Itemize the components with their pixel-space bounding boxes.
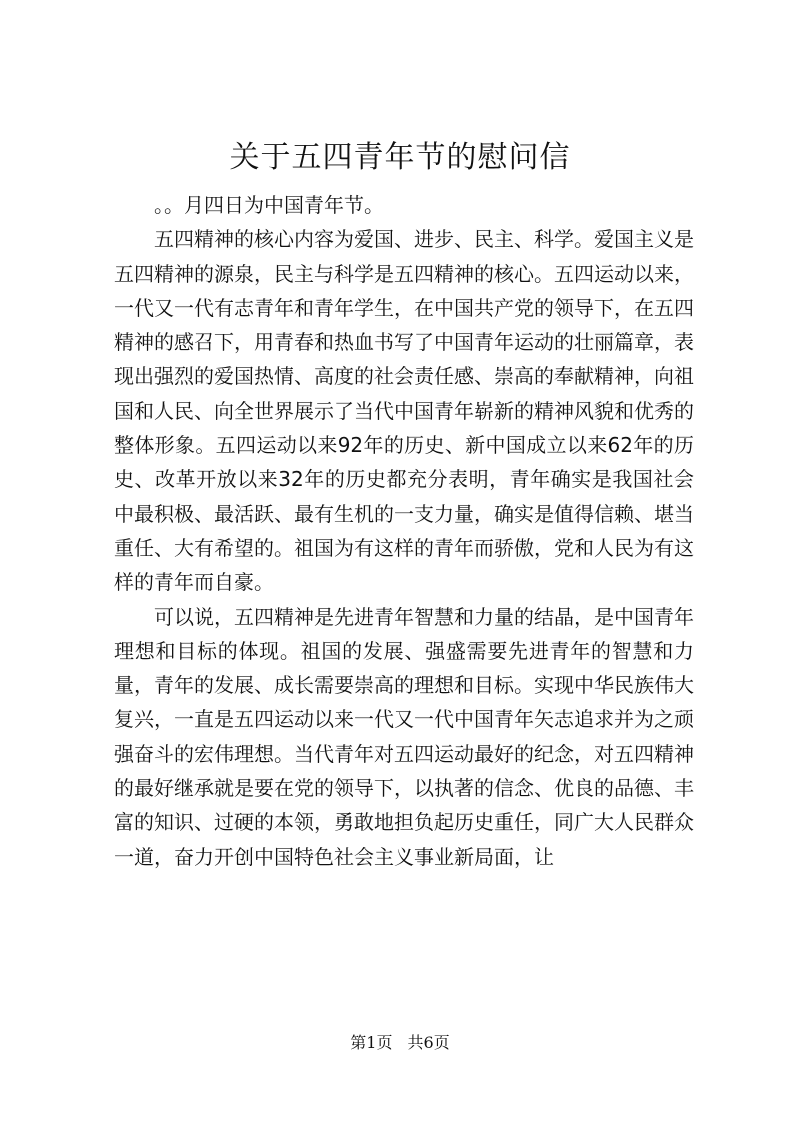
document-body	[114, 188, 694, 874]
document-title: 关于五四青年节的慰问信	[229, 140, 571, 175]
paragraph-3: 可以说，五四精神是先进青年智慧和力量的结晶，是中国青年理想和目标的体现。祖国的发展、强盛需要先进青年的智慧和力量，青年的发展、成长需要崇高的理想和目标。实现中华民族伟大复兴，一直是五四运动以来一代又一代中国青年矢志追求并为之顽强奋斗的宏伟理想。当代青年对五四运动最好的纪念，对五四精神的最好继承就是要在党的领导下，以执著的信念、优良的品德、丰富的知识、过硬的本领，勇敢地担负起历史重任，同广大人民群众一道，奋力开创中国特色社会主义事业新局面，让	[114, 604, 694, 869]
total-pages: 共6页	[407, 1033, 450, 1052]
paragraph-2: 五四精神的核心内容为爱国、进步、民主、科学。爱国主义是五四精神的源泉，民主与科学是五四精神的核心。五四运动以来，一代又一代有志青年和青年学生，在中国共产党的领导下，在五四精神的感召下，用青春和热血书写了中国青年运动的壮丽篇章，表现出强烈的爱国热情、高度的社会责任感、崇高的奉献精神，向祖国和人民、向全世界展示了当代中国青年崭新的精神风貌和优秀的整体形象。五四运动以来92年的历史、新中国成立以来62年的历史、改革开放以来32年的历史都充分表明，青年确实是我国社会中最积极、最活跃、最有生机的一支力量，确实是值得信赖、堪当重任、大有希望的。祖国为有这样的青年而骄傲，党和人民为有这样的青年而自豪。	[114, 227, 694, 595]
page-footer	[0, 1032, 800, 1054]
page-number: 第1页	[350, 1033, 393, 1052]
paragraph-1: 。。月四日为中国青年节。	[154, 193, 384, 217]
